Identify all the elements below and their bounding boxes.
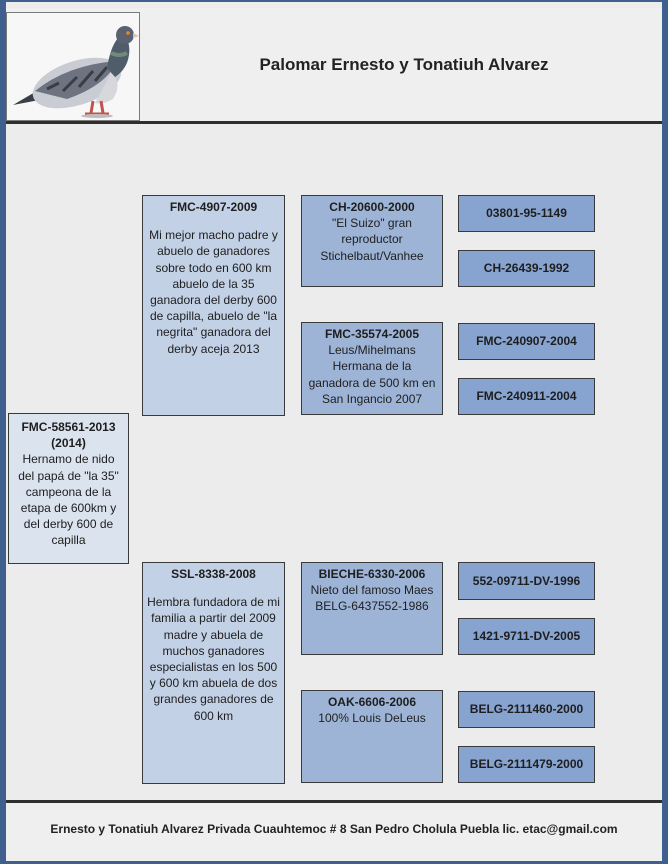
great-grandparent-5: 552-09711-DV-1996 xyxy=(458,562,595,600)
sire-sire-description: "El Suizo" gran reproductor Stichelbaut/Vanhee xyxy=(320,216,424,263)
sire-dam-id: FMC-35574-2005 xyxy=(324,327,420,341)
great-grandparent-4: FMC-240911-2004 xyxy=(458,378,595,415)
header xyxy=(6,8,662,124)
subject-id: FMC-58561-2013 (2014) xyxy=(21,420,116,451)
great-grandparent-7: BELG-2111460-2000 xyxy=(458,691,595,728)
dam-box xyxy=(142,562,285,784)
sire-description: Mi mejor macho padre y abuelo de ganadores sobre todo en 600 km abuelo de la 35 ganadora del derby 600 de capilla, abuelo de "la negrita" ganadora del derby aceja 2013 xyxy=(149,228,278,356)
great-grandparent-8: BELG-2111479-2000 xyxy=(458,746,595,783)
dam-dam-description: 100% Louis DeLeus xyxy=(318,711,426,726)
sire-id: FMC-4907-2009 xyxy=(169,200,258,214)
sire-sire-box xyxy=(301,195,443,287)
dam-sire-id: BIECHE-6330-2006 xyxy=(318,567,426,581)
sire-dam-description: Leus/Mihelmans Hermana de la ganadora de 500 km en San Ingancio 2007 xyxy=(308,343,436,406)
dam-id: SSL-8338-2008 xyxy=(171,567,256,581)
dam-dam-id: OAK-6606-2006 xyxy=(327,695,417,709)
dam-dam-box xyxy=(301,690,443,783)
footer xyxy=(6,800,662,861)
great-grandparent-2: CH-26439-1992 xyxy=(458,250,595,287)
page-title: Palomar Ernesto y Tonatiuh Alvarez xyxy=(259,55,549,74)
sire-box xyxy=(142,195,285,416)
great-grandparent-6: 1421-9711-DV-2005 xyxy=(458,618,595,655)
footer-contact: Ernesto y Tonatiuh Alvarez Privada Cuauhtemoc # 8 San Pedro Cholula Puebla lic. etac@gmail.com xyxy=(50,822,618,836)
dam-description: Hembra fundadora de mi familia a partir del 2009 madre y abuela de muchos ganadores especialistas en los 500 y 600 km abuela de dos grandes ganadores de 600 km xyxy=(147,595,280,723)
sire-dam-box xyxy=(301,322,443,415)
pigeon-icon xyxy=(7,13,139,120)
dam-sire-box xyxy=(301,562,443,655)
sire-sire-id: CH-20600-2000 xyxy=(329,200,415,214)
great-grandparent-1: 03801-95-1149 xyxy=(458,195,595,232)
logo xyxy=(6,12,140,121)
great-grandparent-3: FMC-240907-2004 xyxy=(458,323,595,360)
subject-box xyxy=(8,413,129,564)
subject-description: Hernamo de nido del papá de "la 35" campeona de la etapa de 600km y del derby 600 de capilla xyxy=(18,452,119,548)
dam-sire-description: Nieto del famoso Maes BELG-6437552-1986 xyxy=(310,583,434,614)
